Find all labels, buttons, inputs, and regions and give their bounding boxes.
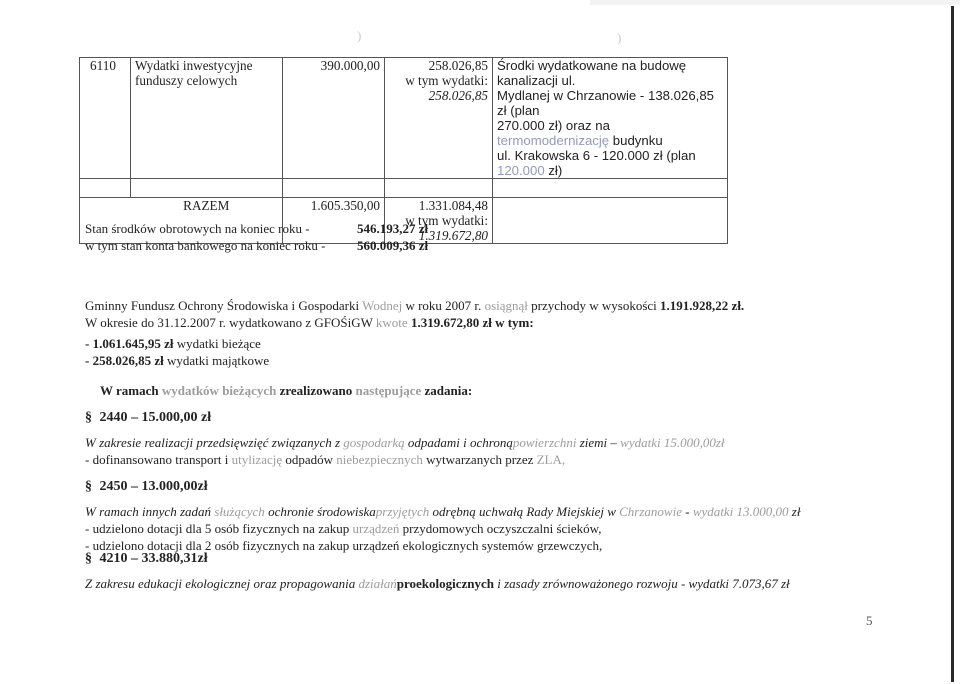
education-line: Z zakresu edukacji ekologicznej oraz propagowania działańproekologicznych i zasady zrównoważonego rozwoju - wydatki 7.073,67 zł bbox=[85, 576, 790, 591]
fund-capital-line: - 258.026,85 zł wydatki majątkowe bbox=[85, 353, 270, 368]
section-2450-bullet-2: - udzielono dotacji dla 2 osób fizycznych na zakup urządzeń ekologicznych systemów grzewczych, bbox=[85, 538, 603, 553]
table-spacer-row bbox=[80, 179, 728, 198]
row-description: Wydatki inwestycyjne funduszy celowych bbox=[131, 58, 283, 179]
page-number: 5 bbox=[866, 613, 873, 628]
punch-hole-mark: ) bbox=[617, 30, 622, 45]
total-label: RAZEM bbox=[131, 198, 283, 244]
budget-table bbox=[79, 57, 728, 244]
row-note: Środki wydatkowane na budowę kanalizacji ul. Mydlanej w Chrzanowie - 138.026,85 zł (plan 270.000 zł) oraz na termomodernizację budynku ul. Krakowska 6 - 120.000 zł (plan 120.000 zł) bbox=[493, 58, 728, 179]
section-2450-text: W ramach innych zadań służących ochronie środowiskaprzyjętych odrębną uchwałą Rady Miejskiej w Chrzanowie - wydatki 13.000,00 zł bbox=[85, 504, 801, 519]
total-plan-amount: 1.605.350,00 bbox=[283, 198, 385, 244]
balance-line2-label: w tym stan konta bankowego na koniec roku - bbox=[85, 238, 326, 253]
scan-edge-top bbox=[590, 0, 960, 5]
row-executed-amount: 258.026,85 w tym wydatki: 258.026,85 bbox=[385, 58, 493, 179]
current-expenses-heading: W ramach wydatków bieżących zrealizowano następujące zadania: bbox=[100, 383, 473, 398]
section-4210-title: § 4210 – 33.880,31zł bbox=[85, 551, 208, 566]
punch-hole-mark: ) bbox=[357, 28, 362, 43]
section-2450-title: § 2450 – 13.000,00zł bbox=[85, 479, 208, 494]
balance-line2-value: 560.009,36 zł bbox=[357, 238, 429, 253]
fund-income-line: Gminny Fundusz Ochrony Środowiska i Gospodarki Wodnej w roku 2007 r. osiągnął przychody w wysokości 1.191.928,22 zł. bbox=[85, 298, 745, 313]
section-2450-bullet-1: - udzielono dotacji dla 5 osób fizycznych na zakup urządzeń przydomowych oczyszczalni ścieków, bbox=[85, 521, 602, 536]
section-2440-text: W zakresie realizacji przedsięwzięć związanych z gospodarką odpadami i ochronąpowierzchni ziemi – wydatki 15.000,00zł bbox=[85, 435, 725, 450]
section-2440-bullet: - dofinansowano transport i utylizację odpadów niebezpiecznych wytwarzanych przez ZLA, bbox=[85, 452, 566, 467]
row-plan-amount: 390.000,00 bbox=[283, 58, 385, 179]
scan-edge-right bbox=[951, 6, 954, 682]
row-code: 6110 bbox=[80, 58, 131, 179]
table-row bbox=[80, 58, 728, 179]
balance-line1-value: 546.193,27 zł bbox=[357, 221, 429, 236]
fund-current-line: - 1.061.645,95 zł wydatki bieżące bbox=[85, 336, 261, 351]
total-executed-amount: 1.331.084,48 w tym wydatki: 1.319.672,80 bbox=[385, 198, 493, 244]
fund-spending-line: W okresie do 31.12.2007 r. wydatkowano z GFOŚiGW kwote 1.319.672,80 zł w tym: bbox=[85, 315, 534, 330]
balance-line1-label: Stan środków obrotowych na koniec roku - bbox=[85, 221, 310, 236]
section-2440-title: § 2440 – 15.000,00 zł bbox=[85, 410, 212, 425]
